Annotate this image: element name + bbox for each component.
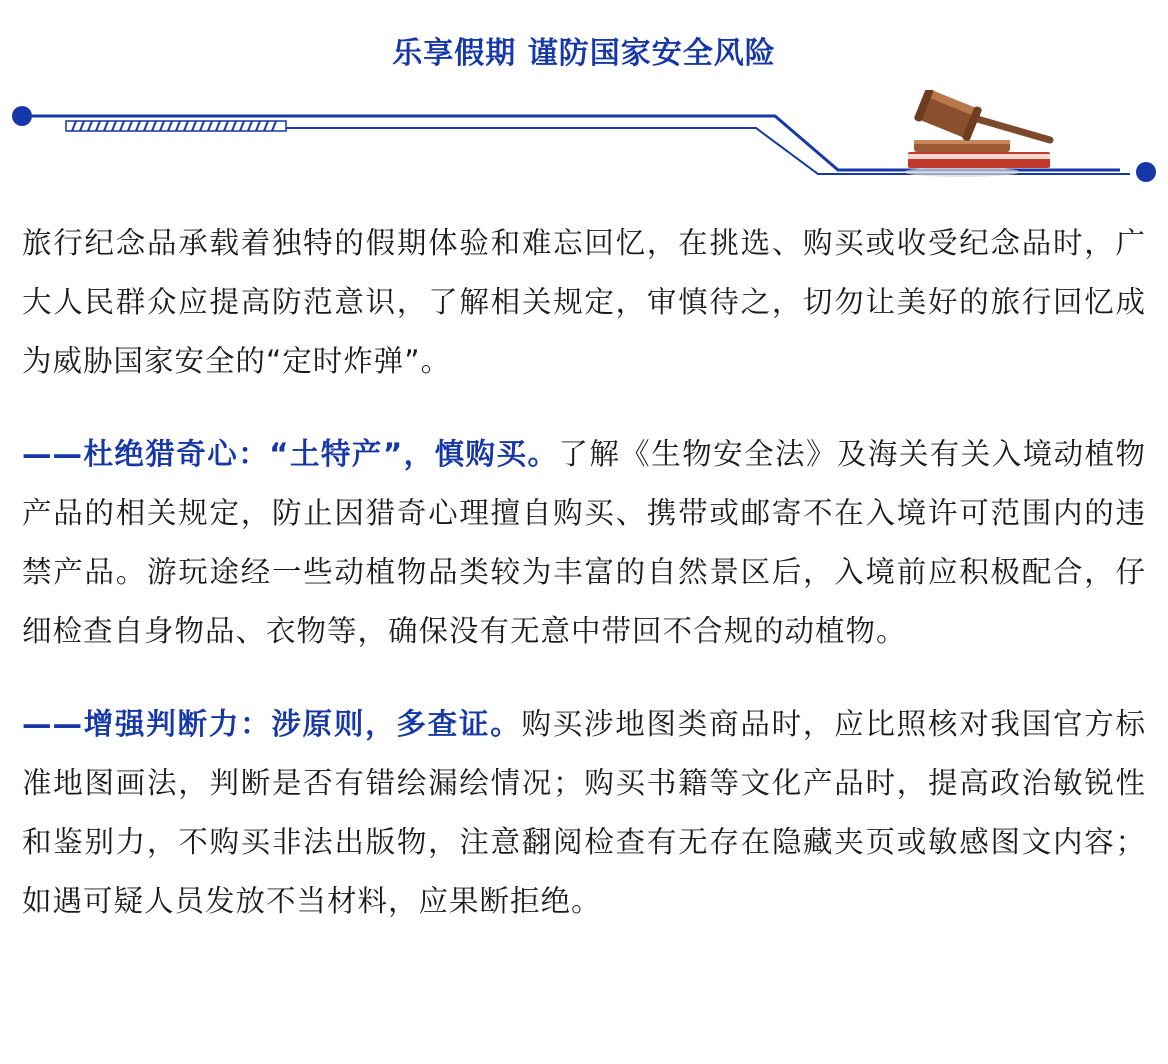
right-dot	[1136, 162, 1156, 182]
striped-bar	[66, 121, 286, 131]
section-heading-1: ——杜绝猎奇心：“土特产”，慎购买。	[22, 437, 559, 471]
section-heading-2: ——增强判断力：涉原则，多查证。	[22, 707, 522, 741]
article-content	[22, 214, 1146, 931]
gavel-icon	[904, 90, 1050, 177]
header-decoration	[0, 90, 1168, 190]
section-body-1: 了解《生物安全法》及海关有关入境动植物产品的相关规定，防止因猎奇心理擅自购买、携带或邮寄不在入境许可范围内的违禁产品。游玩途经一些动植物品类较为丰富的自然景区后，入境前应积极配合，仔细检查自身物品、衣物等，确保没有无意中带回不合规的动植物。	[22, 437, 1146, 648]
left-dot	[12, 106, 32, 126]
section-paragraph-2	[22, 695, 1146, 931]
section-paragraph-1	[22, 425, 1146, 661]
intro-paragraph: 旅行纪念品承载着独特的假期体验和难忘回忆，在挑选、购买或收受纪念品时，广大人民群众应提高防范意识，了解相关规定，审慎待之，切勿让美好的旅行回忆成为威胁国家安全的“定时炸弹”。	[22, 226, 1146, 378]
header-banner	[0, 0, 1168, 195]
section-body-2: 购买涉地图类商品时，应比照核对我国官方标准地图画法，判断是否有错绘漏绘情况；购买书籍等文化产品时，提高政治敏锐性和鉴别力，不购买非法出版物，注意翻阅检查有无存在隐藏夹页或敏感图文内容；如遇可疑人员发放不当材料，应果断拒绝。	[22, 707, 1146, 918]
page-title: 乐享假期 谨防国家安全风险	[392, 36, 776, 71]
